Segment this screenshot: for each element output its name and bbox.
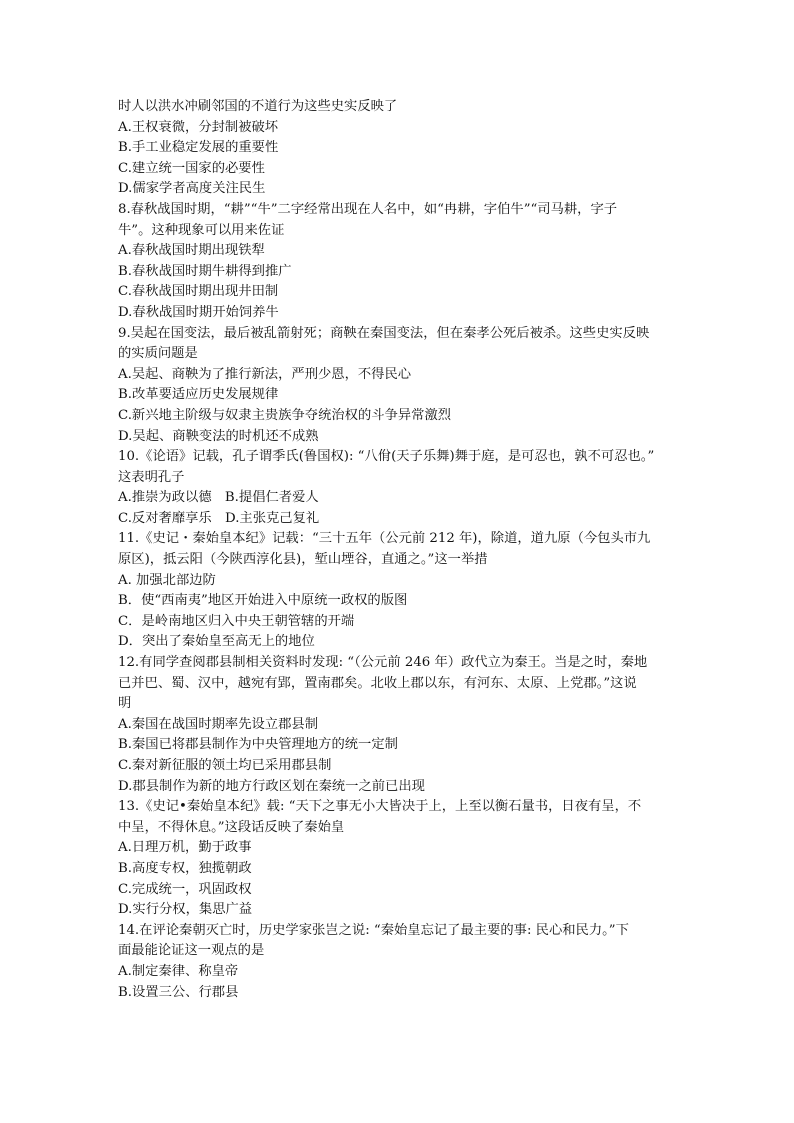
question-10-text: 这表明孔子 (118, 469, 185, 485)
option-line: B.设置三公、行郡县 (118, 984, 239, 1000)
question-14-text: 14.在评论秦朝灭亡时，历史学家张岂之说: “秦始皇忘记了最主要的事: 民心和民力。”下 (118, 922, 629, 938)
option-line: A. 加强北部边防 (118, 572, 216, 588)
option-line: B.春秋战国时期牛耕得到推广 (118, 263, 292, 279)
option-line: A.日理万机，勤于政事 (118, 840, 252, 856)
question-11-text: 11.《史记・秦始皇本纪》记载：“三十五年（公元前 212 年)，除道，道九原（今包头市九 (118, 531, 651, 547)
option-line: B．使“西南夷”地区开始进入中原统一政权的版图 (118, 593, 408, 609)
option-line: A.春秋战国时期出现铁犁 (118, 243, 265, 259)
question-9-text: 9.吴起在国变法，最后被乱箭射死；商鞅在秦国变法，但在秦孝公死后被杀。这些史实反映 (118, 325, 650, 341)
option-line: C.反对奢靡享乐 D.主张克己复礼 (118, 510, 320, 526)
question-13-text: 中呈，不得休息。”这段话反映了秦始皇 (118, 819, 345, 835)
option-line: A.制定秦律、称皇帝 (118, 963, 239, 979)
option-line: A.吴起、商鞅为了推行新法，严刑少恩，不得民心 (118, 366, 412, 382)
question-12-text: 已并巴、蜀、汉中，越宛有郢，置南郡矣。北收上郡以东，有河东、太原、上党郡。”这说 (118, 675, 637, 691)
question-8-text: 牛”。这种现象可以用来佐证 (118, 222, 285, 238)
option-line: D．突出了秦始皇至高无上的地位 (118, 634, 315, 650)
question-12-text: 12.有同学查阅郡县制相关资料时发现: “（公元前 246 年）政代立为秦王。当是之时，秦地 (118, 655, 648, 671)
option-line: B.高度专权，独揽朝政 (118, 860, 252, 876)
option-line: A.推崇为政以德 B.提倡仁者爱人 (118, 490, 319, 506)
option-line: D.儒家学者高度关注民生 (118, 181, 266, 197)
option-line: D.郡县制作为新的地方行政区划在秦统一之前已出现 (118, 778, 425, 794)
option-line: C.新兴地主阶级与奴隶主贵族争夺统治权的斗争异常激烈 (118, 407, 452, 423)
question-9-text: 的实质问题是 (118, 346, 198, 362)
option-line: C.春秋战国时期出现井田制 (118, 284, 279, 300)
option-line: B.改革要适应历史发展规律 (118, 387, 279, 403)
option-line: D.春秋战国时期开始饲养牛 (118, 304, 279, 320)
option-line: C．是岭南地区归入中央王朝管辖的开端 (118, 613, 355, 629)
option-line: B.秦国已将郡县制作为中央管理地方的统一定制 (118, 737, 398, 753)
option-line: C.建立统一国家的必要性 (118, 160, 265, 176)
option-line: C.完成统一，巩固政权 (118, 881, 252, 897)
option-line: A.秦国在战国时期率先设立郡县制 (118, 716, 318, 732)
option-line: B.手工业稳定发展的重要性 (118, 140, 279, 156)
exam-page (118, 97, 678, 1003)
option-line: C.秦对新征服的领土均已采用郡县制 (118, 758, 332, 773)
question-11-text: 原区)，抵云阳（今陕西淳化县)，堑山堙谷，直通之。”这一举措 (118, 552, 488, 568)
option-line: A.王权衰微，分封制被破坏 (118, 119, 279, 135)
question-13-text: 13.《史记•秦始皇本纪》载: “天下之事无小大皆决于上，上至以衡石量书，日夜有呈，不 (118, 799, 642, 815)
question-14-text: 面最能论证这一观点的是 (118, 943, 265, 959)
question-10-text: 10.《论语》记载，孔子谓季氏(鲁国权): “八佾(天子乐舞)舞于庭，是可忍也，孰不可忍也。” (118, 449, 655, 465)
option-line: D.实行分权，集思广益 (118, 902, 253, 918)
option-line: D.吴起、商鞅变法的时机还不成熟 (118, 428, 319, 444)
question-12-text: 明 (118, 696, 132, 712)
text-line: 时人以洪水冲刷邻国的不道行为这些史实反映了 (118, 99, 398, 114)
question-8-text: 8.春秋战国时期，“耕”“牛”二字经常出现在人名中，如“冉耕，字伯牛”“司马耕，字子 (118, 201, 618, 217)
